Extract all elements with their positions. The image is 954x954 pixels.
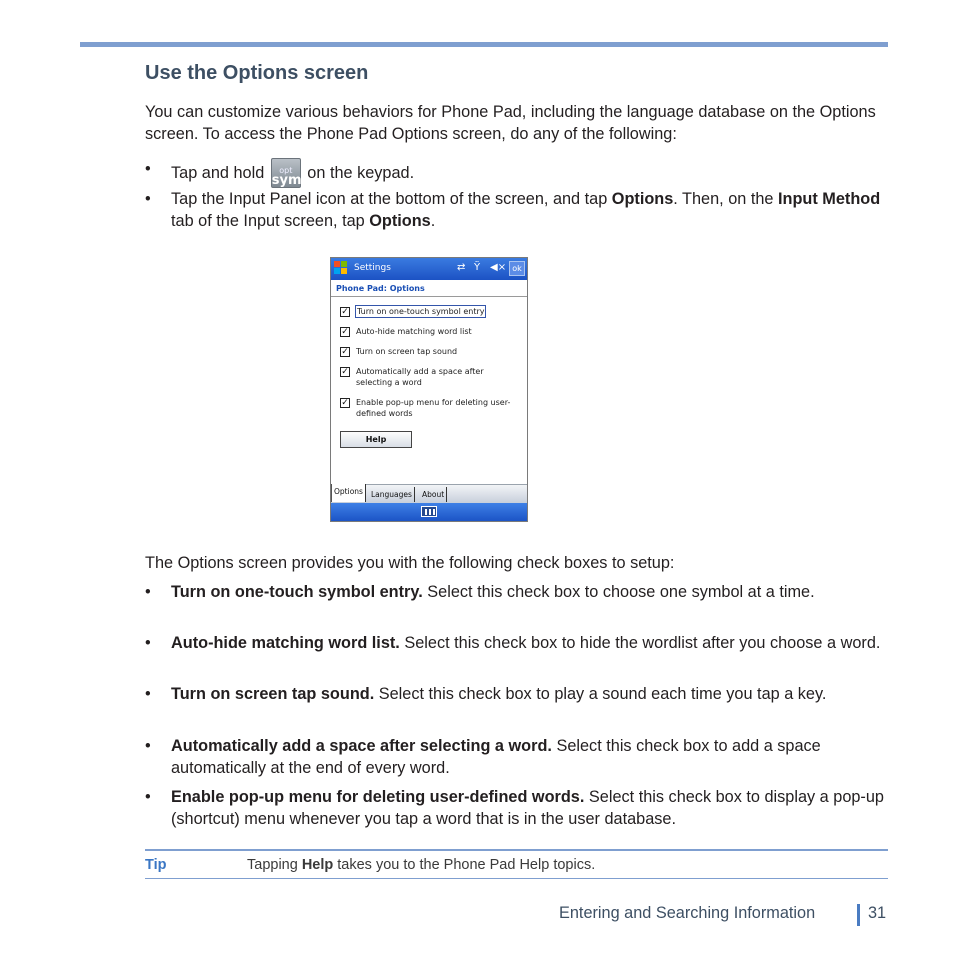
sync-icon[interactable]: ⇄ xyxy=(457,262,466,273)
access-bullet-2: • Tap the Input Panel icon at the bottom of the screen, and tap Options. Then, on the Input Method tab of the Input screen, tap Options. xyxy=(145,190,881,230)
tip-label: Tip xyxy=(145,857,167,873)
tab-about[interactable]: About xyxy=(420,487,447,502)
ok-button[interactable]: ok xyxy=(509,261,525,276)
bullet-dot: • xyxy=(145,737,151,755)
tab-languages[interactable]: Languages xyxy=(369,487,415,502)
screen-subheader: Phone Pad: Options xyxy=(336,284,425,293)
title-bar xyxy=(331,258,527,280)
keyboard-icon[interactable] xyxy=(421,506,437,517)
option-bullet: • Automatically add a space after selecting a word. Select this check box to add a space automatically at the end of every word. xyxy=(145,737,821,777)
checkbox-label[interactable]: Automatically add a space after selecting a word xyxy=(356,367,484,387)
checkbox-label[interactable]: Turn on one-touch symbol entry xyxy=(357,307,485,316)
top-rule xyxy=(80,42,888,47)
subheader-divider xyxy=(331,296,527,297)
tip-top-rule xyxy=(145,849,888,851)
checkbox-popup-menu[interactable]: ✓ xyxy=(341,398,349,408)
option-bullet: • Enable pop-up menu for deleting user-defined words. Select this check box to display a pop-up (shortcut) menu whenever you tap a word that is in the user database. xyxy=(145,788,884,828)
access-bullet-1: • Tap and hold opt sym on the keypad. xyxy=(145,160,415,188)
bullet-dot: • xyxy=(145,685,151,703)
footer-chapter: Entering and Searching Information xyxy=(559,904,816,922)
signal-icon[interactable]: Ÿ xyxy=(474,262,481,273)
page-number: 31 xyxy=(868,904,887,922)
tab-options[interactable]: Options xyxy=(331,484,366,502)
intro-paragraph: You can customize various behaviors for Phone Pad, including the language database on the Options screen. To access the Phone Pad Options screen, do any of the following: xyxy=(145,103,876,143)
checkbox-one-touch-symbol[interactable]: ✓ xyxy=(341,307,349,317)
help-button[interactable]: Help xyxy=(340,431,412,448)
menu-bar xyxy=(331,503,527,521)
checkbox-label[interactable]: Enable pop-up menu for deleting user-defined words xyxy=(356,398,511,418)
checkbox-tap-sound[interactable]: ✓ xyxy=(341,347,349,357)
section-title: Use the Options screen xyxy=(145,62,369,84)
option-bullet: • Auto-hide matching word list. Select this check box to hide the wordlist after you choose a word. xyxy=(145,634,881,652)
options-intro: The Options screen provides you with the following check boxes to setup: xyxy=(145,554,675,572)
bullet-dot: • xyxy=(145,583,151,601)
tip-bottom-rule xyxy=(145,878,888,879)
tip-text: Tapping Help takes you to the Phone Pad Help topics. xyxy=(247,857,596,873)
checkbox-label[interactable]: Auto-hide matching word list xyxy=(356,327,472,336)
checkbox-auto-space[interactable]: ✓ xyxy=(341,367,349,377)
footer-divider xyxy=(857,904,860,926)
checkbox-auto-hide[interactable]: ✓ xyxy=(341,327,349,337)
sym-key-icon: opt sym xyxy=(271,158,301,188)
phone-options-screenshot xyxy=(330,257,528,522)
bullet-dot: • xyxy=(145,634,151,652)
bullet-dot: • xyxy=(145,160,151,178)
bullet-dot: • xyxy=(145,190,151,208)
option-bullet: • Turn on one-touch symbol entry. Select this check box to choose one symbol at a time. xyxy=(145,583,815,601)
tab-bar xyxy=(331,484,527,503)
speaker-icon[interactable]: ◀× xyxy=(490,262,507,273)
option-bullet: • Turn on screen tap sound. Select this check box to play a sound each time you tap a key. xyxy=(145,685,827,703)
checkbox-label[interactable]: Turn on screen tap sound xyxy=(356,347,458,356)
window-title: Settings xyxy=(354,263,391,273)
windows-flag-icon xyxy=(334,261,348,275)
bullet-dot: • xyxy=(145,788,151,806)
